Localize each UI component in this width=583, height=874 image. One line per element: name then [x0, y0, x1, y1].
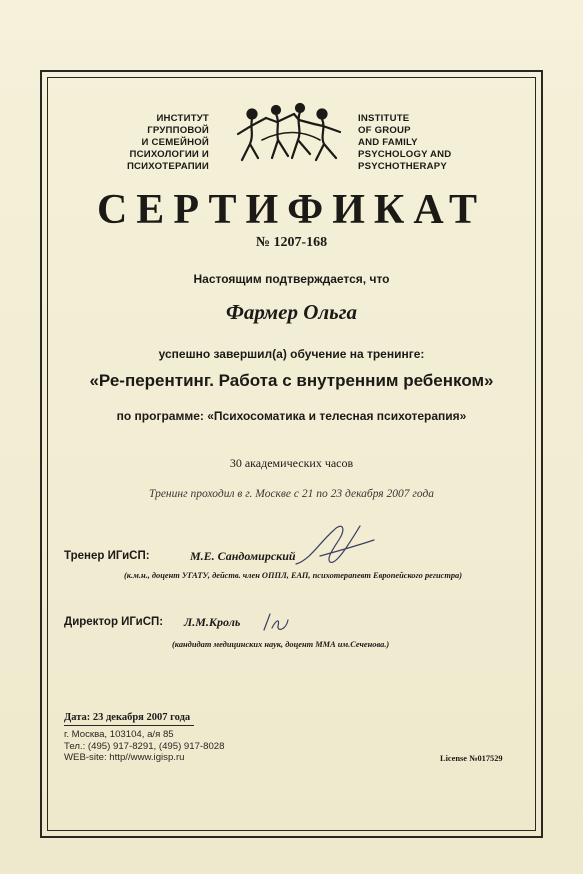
director-credentials: (кандидат медицинских наук, доцент ММА им.Сеченова.)	[172, 640, 390, 649]
confirm-text: Настоящим подтверждается, что	[193, 272, 390, 286]
recipient-name: Фармер Ольга	[225, 300, 358, 324]
address-line: г. Москва, 103104, а/я 85	[64, 729, 174, 740]
institute-ru-line: ГРУППОВОЙ	[147, 125, 209, 136]
institute-ru-line: ПСИХОТЕРАПИИ	[126, 161, 209, 172]
address-block	[64, 729, 224, 764]
program-title: по программе: «Психосоматика и телесная психотерапия»	[116, 409, 467, 423]
trainer-label: Тренер ИГиСП:	[64, 550, 150, 562]
director-label: Директор ИГиСП:	[64, 616, 164, 628]
institute-en-line: PSYCHOTHERAPY	[358, 161, 447, 172]
phone-line: Тел.: (495) 917-8291, (495) 917-8028	[64, 740, 225, 752]
certificate-title: СЕРТИФИКАТ	[96, 187, 487, 233]
institute-en-line: AND FAMILY	[358, 137, 418, 148]
completed-text: успешно завершил(а) обучение на тренинге:	[158, 347, 425, 361]
director-name: Л.М.Кроль	[184, 615, 241, 629]
trainer-name: М.Е. Сандомирский	[190, 549, 296, 563]
institute-ru-line: ИНСТИТУТ	[156, 113, 209, 124]
academic-hours: 30 академических часов	[229, 456, 354, 470]
institute-ru-line: ПСИХОЛОГИИ И	[129, 149, 209, 160]
certificate-number: № 1207-168	[255, 235, 328, 250]
dancing-figures-logo-icon	[232, 100, 350, 168]
trainer-credentials: (к.м.н., доцент УГАТУ, действ. член ОППЛ, ЕАП, психотерапевт Европейского регистра)	[124, 571, 463, 580]
training-venue: Тренинг проходил в г. Москве с 21 по 23 декабря 2007 года	[148, 488, 435, 500]
director-signature-icon	[258, 606, 298, 636]
date-underline	[64, 725, 194, 726]
issue-date: Дата: 23 декабря 2007 года	[64, 712, 191, 723]
website-line: WEB-site: http//www.igisp.ru	[64, 752, 185, 763]
license-number: License №017529	[440, 754, 503, 763]
institute-name-en	[358, 113, 518, 173]
institute-name-ru	[59, 113, 209, 173]
institute-ru-line: И СЕМЕЙНОЙ	[141, 137, 209, 148]
institute-en-line: PSYCHOLOGY AND	[358, 149, 452, 160]
training-title: «Ре-перентинг. Работа с внутренним ребенком»	[89, 371, 494, 390]
institute-en-line: INSTITUTE	[358, 113, 410, 124]
institute-en-line: OF GROUP	[358, 125, 411, 136]
